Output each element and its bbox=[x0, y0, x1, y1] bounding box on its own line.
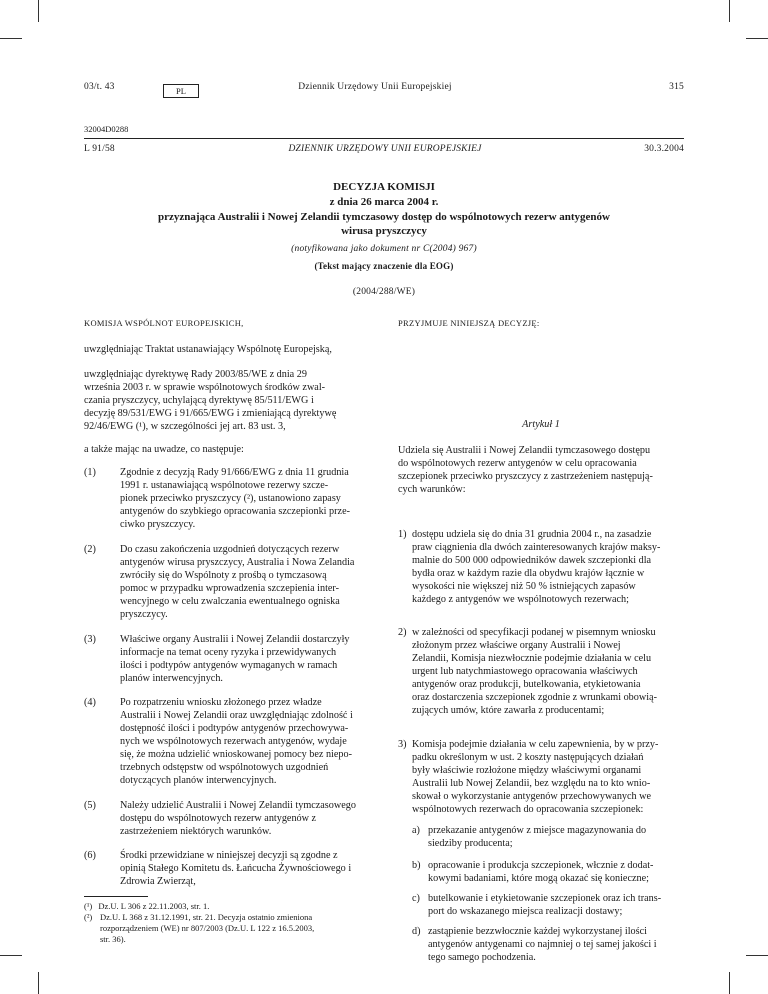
recital-number: (1) bbox=[84, 467, 96, 478]
recital-line: Zgodnie z decyzją Rady 91/666/EWG z dnia 11 grudnia bbox=[120, 467, 349, 478]
footnote-2 bbox=[84, 912, 374, 945]
recital-line: się, że można udzielić wnioskowanej pomocy bez niepo- bbox=[120, 749, 352, 760]
point-line: wspólnotowych rezerwach do opracowania szczepionek: bbox=[412, 804, 644, 815]
recital-line: dostępu do wspólnotowych rezerw antygenów z bbox=[120, 813, 317, 824]
recital-line: antygenów wirusa pryszczycy, Australia i Nowa Zelandia bbox=[120, 557, 355, 568]
subpoint-line: siedziby producenta; bbox=[428, 838, 513, 849]
recital-line: ilości i podtypów antygenów wymaganych w ramach bbox=[120, 660, 338, 671]
issue-number: 03/t. 43 bbox=[84, 82, 115, 92]
header-rule bbox=[84, 138, 684, 139]
recital-number: (6) bbox=[84, 850, 96, 861]
recital-line: nych we wspólnotowych rezerwach antygenów, wydaje bbox=[120, 736, 347, 747]
commission-heading: KOMISJA WSPÓLNOT EUROPEJSKICH, bbox=[84, 318, 244, 328]
point-line: padku określonym w ust. 2 koszty następujących działań bbox=[412, 752, 644, 763]
point-line: malnie do 500 000 odpowiedników dawek szczepionki dla bbox=[412, 555, 652, 566]
crop-mark bbox=[0, 955, 22, 956]
recital-line: Do czasu zakończenia uzgodnień dotyczących rezerw bbox=[120, 544, 340, 555]
article-heading: Artykuł 1 bbox=[522, 419, 560, 430]
page-number: 315 bbox=[669, 82, 684, 92]
recital-text bbox=[120, 799, 374, 838]
subpoint-line: przekazanie antygenów z miejsce magazynowania do bbox=[428, 825, 647, 836]
intro-line: do wspólnotowych rezerw antygenów w celu opracowania bbox=[398, 458, 637, 469]
recital-directive-line: decyzję 89/531/EWG i 91/665/EWG i zmieniającą dyrektywę bbox=[84, 408, 337, 419]
decision-date: z dnia 26 marca 2004 r. bbox=[329, 196, 439, 208]
language-badge: PL bbox=[163, 84, 199, 98]
point-text bbox=[412, 528, 684, 606]
article-intro bbox=[398, 444, 684, 496]
point-number: 3) bbox=[398, 739, 407, 750]
point-line: złożonym przez właściwe organy Australii i Nowej bbox=[412, 640, 621, 651]
subpoint-letter: a) bbox=[412, 825, 420, 836]
point-line: dostępu udziela się do dnia 31 grudnia 2004 r., na zasadzie bbox=[412, 529, 652, 540]
recital-number: (5) bbox=[84, 800, 96, 811]
point-line: były właściwie rozłożone między właściwymi organami bbox=[412, 765, 642, 776]
intro-line: cych warunków: bbox=[398, 484, 466, 495]
subpoint-line: opracowanie i produkcja szczepionek, włcznie z dodat- bbox=[428, 860, 654, 871]
intro-line: szczepionek przeciwko pryszczycy z zastrzeżeniem następują- bbox=[398, 471, 653, 482]
recital-text bbox=[120, 849, 374, 888]
recital-text bbox=[120, 543, 374, 621]
point-line: wysokości nie większej niż 50 % istniejących zapasów bbox=[412, 581, 636, 592]
recital-directive bbox=[84, 368, 374, 433]
point-text bbox=[412, 626, 684, 717]
eea-relevance: (Tekst mający znaczenie dla EOG) bbox=[314, 261, 454, 271]
crop-mark bbox=[729, 0, 730, 22]
crop-mark bbox=[38, 972, 39, 994]
recital-line: pionek przeciwko pryszczycy (²), ustanowiono zapasy bbox=[120, 493, 341, 504]
footnote-line: rozporządzeniem (WE) nr 807/2003 (Dz.U. L 122 z 16.5.2003, bbox=[100, 923, 315, 933]
oj-date: 30.3.2004 bbox=[644, 144, 684, 154]
intro-line: Udziela się Australii i Nowej Zelandii tymczasowego dostępu bbox=[398, 445, 651, 456]
subpoint-text bbox=[428, 892, 684, 918]
subpoint-letter: b) bbox=[412, 860, 421, 871]
recital-line: 1991 r. ustanawiającą wspólnotowe rezerwy szcze- bbox=[120, 480, 329, 491]
point-line: Komisja podejmie działania w celu zapewnienia, by w przy- bbox=[412, 739, 659, 750]
footnote-line: Dz.U. L 306 z 22.11.2003, str. 1. bbox=[98, 901, 210, 911]
recital-line: Zdrowia Zwierząt, bbox=[120, 876, 196, 887]
subpoint-line: zastąpienie bezzwłocznie każdej wykorzystanej ilości bbox=[428, 926, 647, 937]
recital-text bbox=[120, 696, 374, 787]
recital-line: antygenów do szybkiego opracowania szczepionki prze- bbox=[120, 506, 350, 517]
subpoint-line: kowymi badaniami, które mogą okazać się konieczne; bbox=[428, 873, 649, 884]
recital-directive-line: 92/46/EWG (¹), w szczególności jej art. 83 ust. 3, bbox=[84, 421, 286, 432]
recital-line: Australii i Nowej Zelandii oraz uwzględniając zdolność i bbox=[120, 710, 353, 721]
footnote-1 bbox=[84, 901, 374, 912]
recital-directive-line: uwzględniając dyrektywę Rady 2003/85/WE z dnia 29 bbox=[84, 369, 307, 380]
recital-number: (4) bbox=[84, 697, 96, 708]
recital-line: Należy udzielić Australii i Nowej Zelandii tymczasowego bbox=[120, 800, 356, 811]
subpoint-line: butelkowanie i etykietowanie szczepionek oraz ich trans- bbox=[428, 893, 662, 904]
oj-reference: L 91/58 bbox=[84, 144, 115, 154]
point-line: oraz dostarczenia szczepionek zgodnie z wrunkami obowią- bbox=[412, 692, 657, 703]
recital-text bbox=[120, 466, 374, 531]
footnote-mark: (¹) bbox=[84, 901, 93, 911]
recital-line: Środki przewidziane w niniejszej decyzji są zgodne z bbox=[120, 850, 338, 861]
footnote-mark: (²) bbox=[84, 912, 93, 922]
point-number: 1) bbox=[398, 529, 407, 540]
notified-document: (notyfikowana jako dokument nr C(2004) 967) bbox=[291, 244, 477, 254]
adopts-heading: PRZYJMUJE NINIEJSZĄ DECYZJĘ: bbox=[398, 318, 540, 328]
footnote-line: Dz.U. L 368 z 31.12.1991, str. 21. Decyzja ostatnio zmieniona bbox=[100, 912, 313, 922]
crop-mark bbox=[746, 955, 768, 956]
subpoint-text bbox=[428, 859, 684, 885]
crop-mark bbox=[38, 0, 39, 22]
point-line: urgent lub natychmiastowego opracowania właściwych bbox=[412, 666, 638, 677]
point-line: bydła oraz w każdym razie dla obydwu krajów łącznie w bbox=[412, 568, 645, 579]
recital-line: Właściwe organy Australii i Nowej Zelandii dostarczyły bbox=[120, 634, 350, 645]
recital-number: (2) bbox=[84, 544, 96, 555]
crop-mark bbox=[746, 38, 768, 39]
decision-number: (2004/288/WE) bbox=[352, 287, 416, 297]
point-line: antygenów oraz produkcji, butelkowania, etykietowania bbox=[412, 679, 641, 690]
point-line: Australii lub Nowej Zelandii, bez względu na to kto wnio- bbox=[412, 778, 651, 789]
whereas-intro: a także mając na uwadze, co następuje: bbox=[84, 444, 244, 455]
recital-text bbox=[120, 633, 374, 685]
crop-mark bbox=[0, 38, 22, 39]
recital-line: dostępność ilości i podtypów antygenów przechowywa- bbox=[120, 723, 349, 734]
journal-header: Dziennik Urzędowy Unii Europejskiej bbox=[298, 82, 452, 92]
recital-line: wencyjnego w celu zwalczania ewentualnego ogniska bbox=[120, 596, 340, 607]
recital-directive-line: czania pryszczycy, uchylającą dyrektywę 85/511/EWG i bbox=[84, 395, 314, 406]
point-number: 2) bbox=[398, 627, 407, 638]
oj-title: DZIENNIK URZĘDOWY UNII EUROPEJSKIEJ bbox=[288, 144, 482, 154]
recital-line: pryszczycy. bbox=[120, 609, 168, 620]
recital-line: trzebnych odstępstw od wspólnotowych uzgodnień bbox=[120, 762, 329, 773]
recital-line: pomoc w przypadku wprowadzenia szczepienia inter- bbox=[120, 583, 340, 594]
recital-line: opinią Stałego Komitetu ds. Łańcucha Żywnościowego i bbox=[120, 863, 352, 874]
recital-line: dotyczących planów interwencyjnych. bbox=[120, 775, 277, 786]
decision-subject-cont: wirusa pryszczycy bbox=[341, 225, 427, 237]
recital-line: ciwko pryszczycy. bbox=[120, 519, 196, 530]
recital-line: zastrzeżeniem niektórych warunków. bbox=[120, 826, 272, 837]
recital-line: Po rozpatrzeniu wniosku złożonego przez władze bbox=[120, 697, 322, 708]
decision-title: DECYZJA KOMISJI bbox=[333, 181, 435, 193]
celex-number: 32004D0288 bbox=[84, 124, 129, 134]
subpoint-letter: d) bbox=[412, 926, 421, 937]
subpoint-letter: c) bbox=[412, 893, 420, 904]
subpoint-line: port do wskazanego miejsca realizacji dostawy; bbox=[428, 906, 623, 917]
point-text bbox=[412, 738, 684, 816]
subpoint-line: antygenów antygenami co najmniej o tej samej jakości i bbox=[428, 939, 657, 950]
subpoint-line: tego samego pochodzenia. bbox=[428, 952, 536, 963]
recital-directive-line: września 2003 r. w sprawie wspólnotowych środków zwal- bbox=[84, 382, 326, 393]
point-line: skował o wykorzystanie antygenów przechowywanych we bbox=[412, 791, 652, 802]
subpoint-text bbox=[428, 824, 684, 850]
point-line: w zależności od specyfikacji podanej w pisemnym wniosku bbox=[412, 627, 656, 638]
point-line: każdego z antygenów we wspólnotowych rezerwach; bbox=[412, 594, 629, 605]
subpoint-text bbox=[428, 925, 684, 964]
recital-line: informacje na temat oceny ryzyka i przewidywanych bbox=[120, 647, 337, 658]
decision-subject: przyznająca Australii i Nowej Zelandii tymczasowy dostęp do wspólnotowych rezerw antygenów bbox=[158, 211, 610, 223]
recital-line: zwróciły się do Wspólnoty z prośbą o tymczasową bbox=[120, 570, 327, 581]
crop-mark bbox=[729, 972, 730, 994]
point-line: praw ciągnienia dla dwóch zainteresowanych krajów maksy- bbox=[412, 542, 661, 553]
point-line: zujących umów, które zawarła z producentami; bbox=[412, 705, 605, 716]
footnote-rule bbox=[84, 896, 148, 897]
recital-line: planów interwencyjnych. bbox=[120, 673, 223, 684]
footnote-line: str. 36). bbox=[100, 934, 126, 944]
recital-number: (3) bbox=[84, 634, 96, 645]
recital-treaty: uwzględniając Traktat ustanawiający Wspólnotę Europejską, bbox=[84, 344, 332, 355]
point-line: Zelandii, Komisja niezwłocznie podejmie działania w celu bbox=[412, 653, 652, 664]
